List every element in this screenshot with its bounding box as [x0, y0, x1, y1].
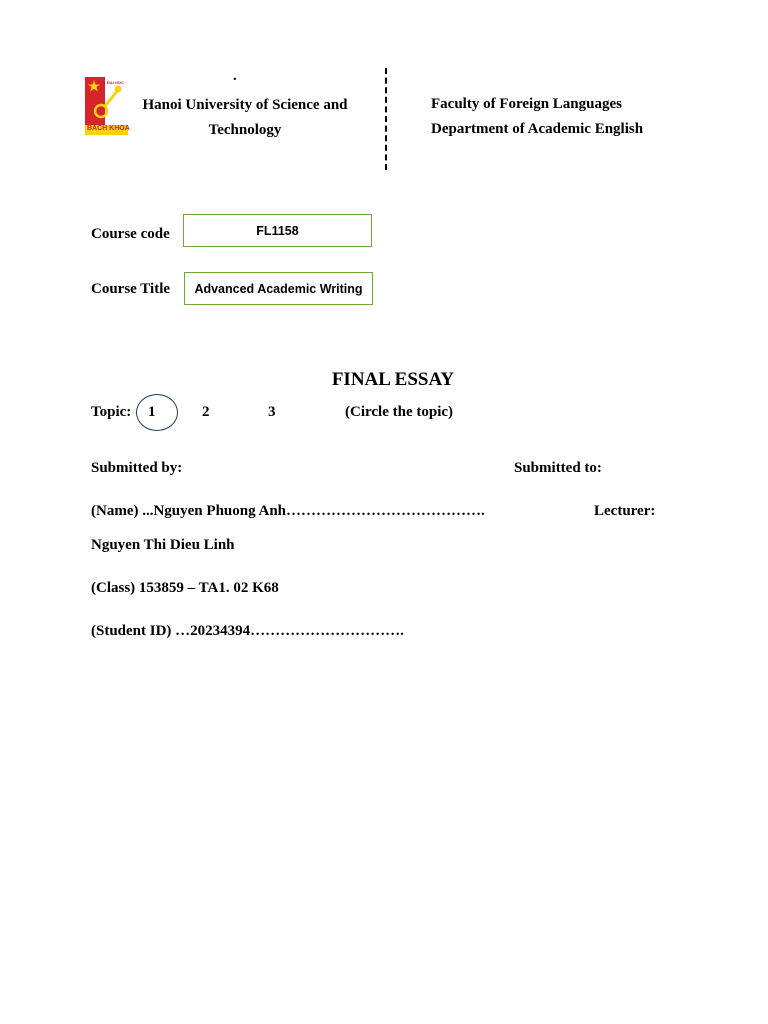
university-name-line1: Hanoi University of Science and [142, 97, 348, 113]
submitted-by-label: Submitted by: [91, 460, 183, 476]
topic-option-3: 3 [268, 404, 276, 420]
lecturer-label: Lecturer: [594, 503, 656, 519]
topic-label: Topic: [91, 404, 132, 420]
logo-top-text: ĐẠI HỌC [107, 80, 124, 85]
university-name-line2: Technology [208, 122, 282, 138]
lecturer-name: Nguyen Thi Dieu Linh [91, 537, 235, 553]
faculty-block [431, 92, 643, 142]
department-name: Department of Academic English [431, 121, 644, 137]
header-divider [385, 68, 387, 170]
class-line: (Class) 153859 – TA1. 02 K68 [91, 580, 279, 596]
university-logo [85, 77, 128, 135]
submitted-to-label: Submitted to: [514, 460, 602, 476]
topic-option-2: 2 [202, 404, 210, 420]
course-code-label: Course code [91, 226, 170, 242]
header-dot: . [233, 68, 237, 84]
university-name [136, 93, 354, 143]
topic-option-1: 1 [148, 404, 156, 420]
logo-bottom-text: BÁCH KHOA [87, 125, 130, 132]
essay-title: FINAL ESSAY [331, 369, 455, 390]
course-title-label: Course Title [91, 281, 171, 297]
topic-instruction: (Circle the topic) [345, 404, 454, 420]
course-code-box: FL1158 [183, 214, 372, 247]
selected-topic-circle [136, 394, 178, 431]
course-title-box: Advanced Academic Writing [184, 272, 373, 305]
student-id-line: (Student ID) …20234394…………………………. [91, 623, 404, 639]
student-name-line: (Name) ...Nguyen Phuong Anh…………………………………. [91, 503, 485, 519]
faculty-name: Faculty of Foreign Languages [431, 96, 622, 112]
